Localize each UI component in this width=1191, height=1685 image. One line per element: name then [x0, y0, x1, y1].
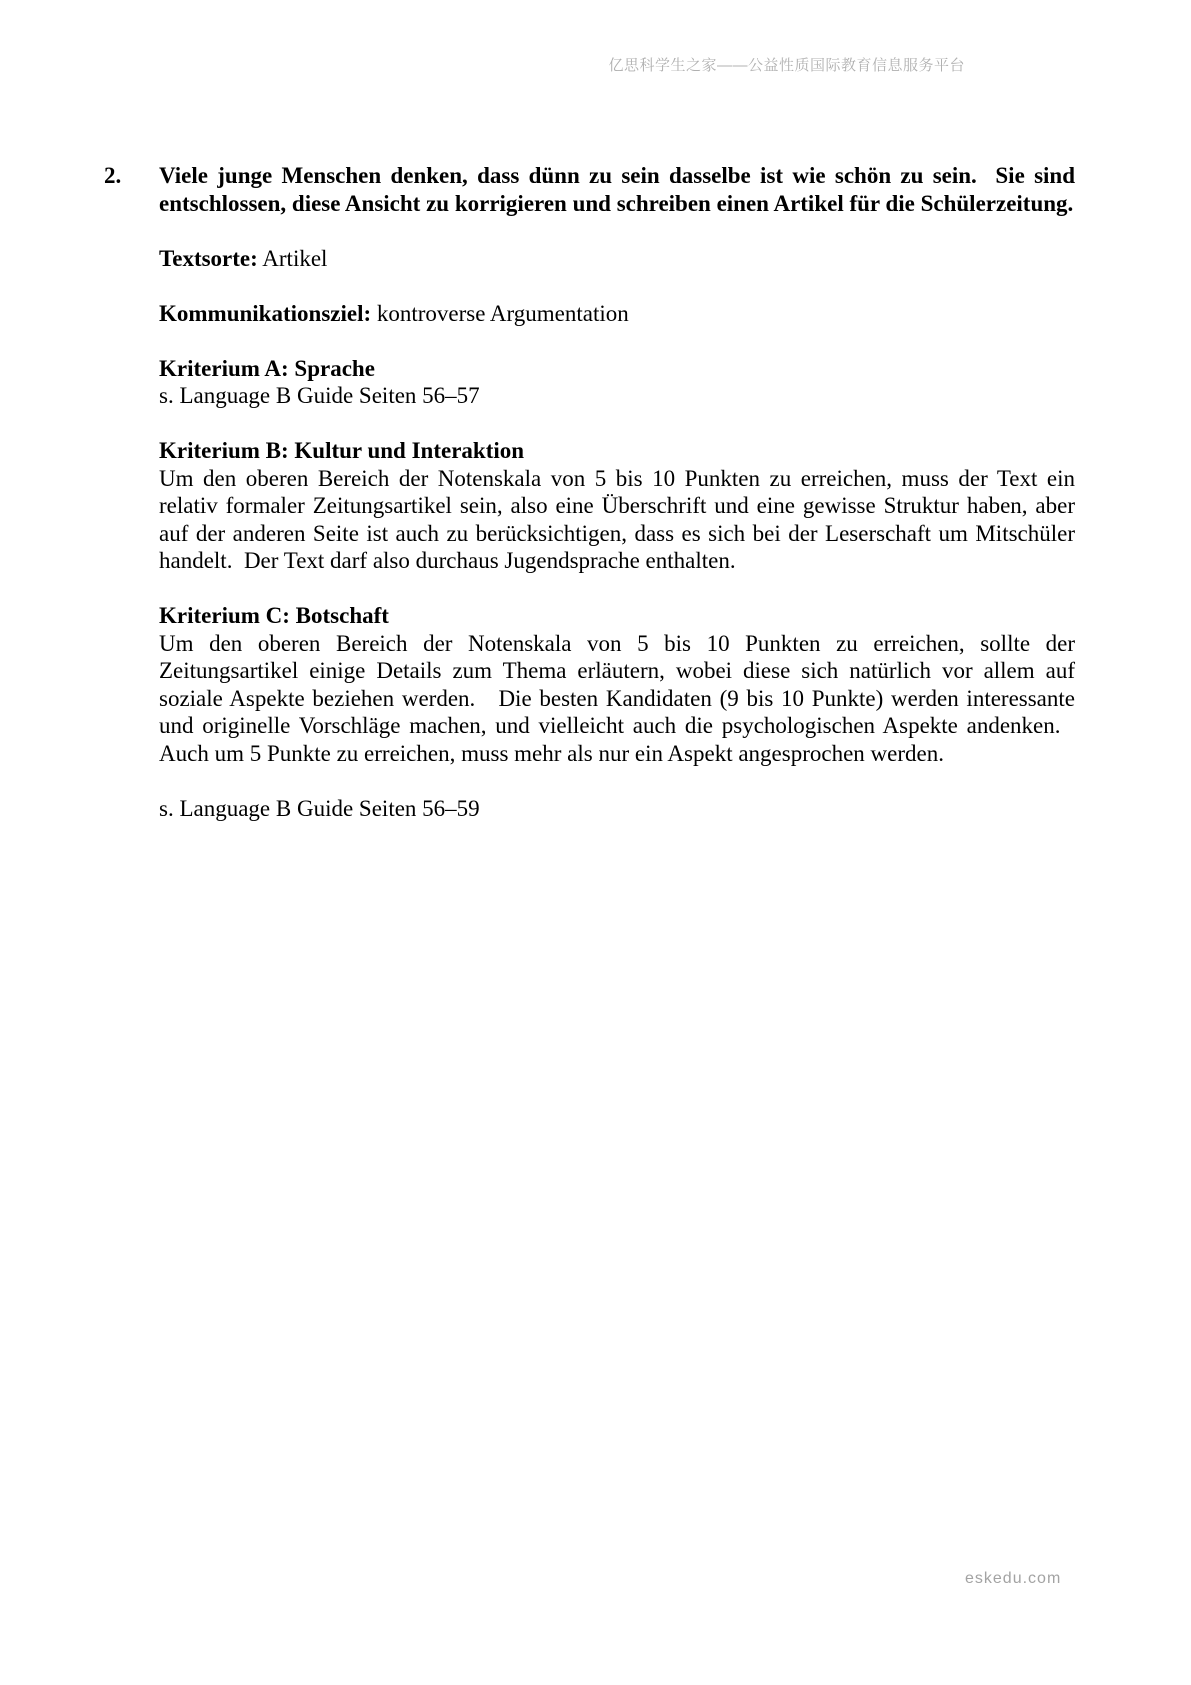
kriterium-a-heading: Kriterium A: Sprache	[159, 355, 375, 381]
footer-watermark: eskedu.com	[965, 1570, 1062, 1587]
kriterium-c-body: Um den oberen Bereich der Notenskala von 5 bis 10 Punkten zu erreichen, sollte der Zeitungsartikel einige Details zum Thema erläutern, wobei diese sich natürlich vor allem auf soziale Aspekte beziehen werden. Die besten Kandidaten (9 bis 10 Punkte) werden interessante und originelle Vorschläge machen, und vielleicht auch die psychologischen Aspekte andenken. Auch um 5 Punkte zu erreichen, muss mehr als nur ein Aspekt angesprochen werden.	[159, 630, 1075, 766]
task-number: 2.	[104, 163, 122, 188]
kriterium-b-body: Um den oberen Bereich der Notenskala von 5 bis 10 Punkten zu erreichen, muss der Text ein relativ formaler Zeitungsartikel sein, also eine Überschrift und eine gewisse Struktur haben, aber auf der anderen Seite ist auch zu berücksichtigen, dass es sich bei der Leserschaft um Mitschüler handelt. Der Text darf also durchaus Jugendsprache enthalten.	[159, 465, 1075, 573]
kriterium-a-body: s. Language B Guide Seiten 56–57	[159, 383, 480, 408]
kommunikationsziel-label: Kommunikationsziel:	[159, 300, 372, 326]
kriterium-c-heading: Kriterium C: Botschaft	[159, 603, 389, 628]
document-body	[159, 162, 1075, 850]
textsorte-line	[159, 245, 1075, 273]
kommunikationsziel-line	[159, 300, 1075, 328]
header-watermark: 亿思科学生之家——公益性质国际教育信息服务平台	[608, 57, 965, 74]
textsorte-label: Textsorte:	[159, 245, 258, 271]
kommunikationsziel-value: kontroverse Argumentation	[376, 300, 629, 326]
guide-reference: s. Language B Guide Seiten 56–59	[159, 795, 480, 821]
kriterium-b-heading: Kriterium B: Kultur und Interaktion	[159, 438, 525, 463]
textsorte-value: Artikel	[262, 245, 328, 271]
task-prompt: Viele junge Menschen denken, dass dünn zu sein dasselbe ist wie schön zu sein. Sie sind entschlossen, diese Ansicht zu korrigieren und schreiben einen Artikel für die Schülerzeitung.	[159, 163, 1075, 216]
